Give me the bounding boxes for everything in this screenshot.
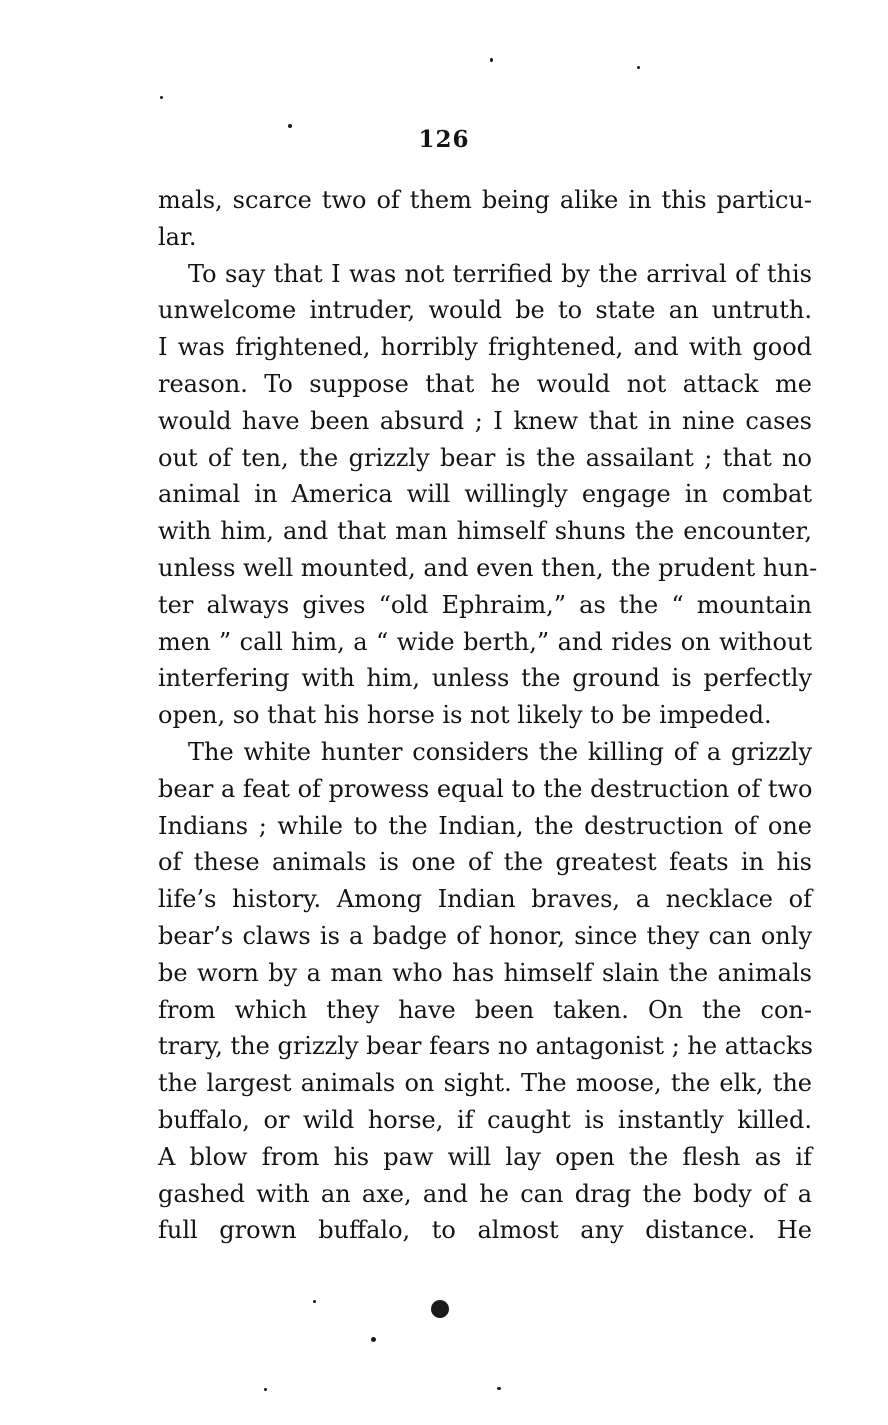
ink-speck <box>288 124 292 128</box>
text-line: reason. To suppose that he would not attack me <box>158 369 812 398</box>
text-line: full grown buffalo, to almost any distance. He <box>158 1216 812 1245</box>
page-number: 126 <box>418 126 470 153</box>
text-line: Indians ; while to the Indian, the destruction of one <box>158 811 812 840</box>
ink-speck <box>371 1337 376 1342</box>
text-line: open, so that his horse is not likely to be impeded. <box>158 701 772 730</box>
text-line: buffalo, or wild horse, if caught is instantly killed. <box>158 1105 812 1134</box>
text-line: unless well mounted, and even then, the prudent hun- <box>158 553 818 582</box>
text-line: The white hunter considers the killing of a grizzly <box>188 737 812 766</box>
ink-speck <box>490 58 493 62</box>
text-line: I was frightened, horribly frightened, and with good <box>158 333 812 362</box>
text-line: would have been absurd ; I knew that in nine cases <box>158 406 812 435</box>
paragraph <box>158 256 818 734</box>
text-line: life’s history. Among Indian braves, a necklace of <box>158 885 812 914</box>
text-line: with him, and that man himself shuns the encounter, <box>158 517 812 546</box>
paragraph <box>158 734 812 1249</box>
text-line: bear’s claws is a badge of honor, since they can only <box>158 921 812 950</box>
text-line: of these animals is one of the greatest feats in his <box>158 848 812 877</box>
ink-blot <box>431 1300 449 1318</box>
text-line: bear a feat of prowess equal to the destruction of two <box>158 774 813 803</box>
ink-speck <box>160 96 163 99</box>
text-line: mals, scarce two of them being alike in this particu- <box>158 186 812 214</box>
text-line: ter always gives “old Ephraim,” as the “ mountain <box>158 590 812 619</box>
text-line: from which they have been taken. On the con- <box>158 995 812 1024</box>
text-line: A blow from his paw will lay open the flesh as if <box>158 1142 812 1171</box>
ink-speck <box>497 1387 501 1390</box>
ink-speck <box>313 1300 316 1303</box>
text-line: interfering with him, unless the ground is perfectly <box>158 664 812 693</box>
text-line: the largest animals on sight. The moose, the elk, the <box>158 1069 812 1098</box>
text-line: gashed with an axe, and he can drag the body of a <box>158 1179 812 1208</box>
text-line: men ” call him, a “ wide berth,” and rides on without <box>158 627 812 656</box>
text-line: lar. <box>158 222 197 251</box>
text-line: be worn by a man who has himself slain the animals <box>158 958 812 987</box>
text-line: animal in America will willingly engage in combat <box>158 480 812 509</box>
text-line: trary, the grizzly bear fears no antagonist ; he attacks <box>158 1032 813 1061</box>
text-line: unwelcome intruder, would be to state an untruth. <box>158 296 812 325</box>
text-line: out of ten, the grizzly bear is the assailant ; that no <box>158 443 812 472</box>
ink-speck <box>264 1388 267 1391</box>
body-text <box>158 182 818 1249</box>
ink-speck <box>637 66 640 69</box>
paragraph <box>158 182 812 256</box>
text-line: To say that I was not terrified by the arrival of this <box>188 259 812 288</box>
